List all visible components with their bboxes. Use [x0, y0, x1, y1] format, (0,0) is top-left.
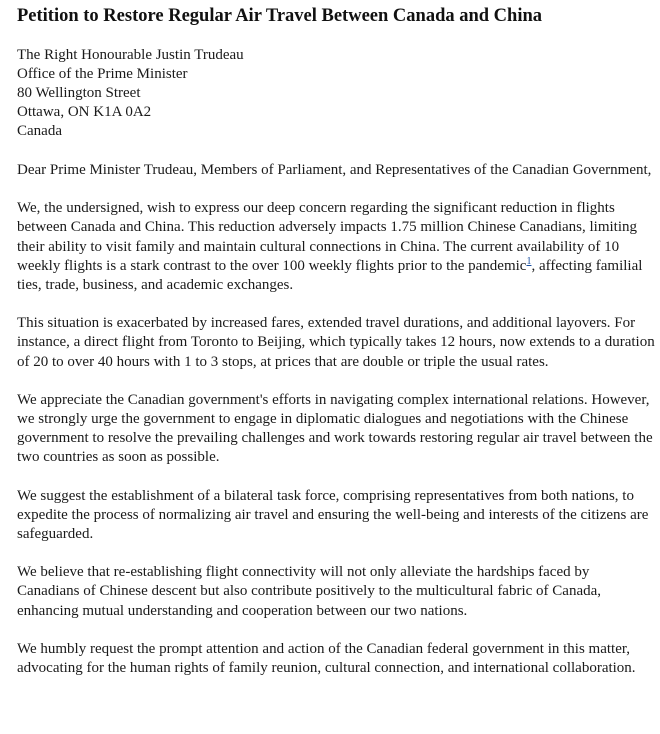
footnote-reference-link[interactable]: 1 — [526, 255, 532, 267]
paragraph-flight-reduction — [17, 199, 655, 295]
paragraph-text: We, the undersigned, wish to express our deep concern regarding the significant reduction in flights between Canada and China. This reduction adversely impacts 1.75 million Chinese Canadians, limiting their ability to visit family and maintain cultural connections in China. The current availability of 10 weekly flights is a stark contrast to the over 100 weekly flights prior to the pandemic — [17, 200, 638, 274]
paragraph-task-force: We suggest the establishment of a bilateral task force, comprising representatives from both nations, to expedite the process of normalizing air travel and ensuring the well-being and interests of the citizens are safeguarded. — [17, 487, 649, 543]
paragraph-travel-conditions: This situation is exacerbated by increased fares, extended travel durations, and additional layovers. For instance, a direct flight from Toronto to Beijing, which typically takes 12 hours, now extends to a duration of 20 to over 40 hours with 1 to 3 stops, at prices that are double or triple the usual rates. — [17, 315, 655, 370]
paragraph-diplomatic-request: We appreciate the Canadian government's efforts in navigating complex international relations. However, we strongly urge the government to engage in diplomatic dialogues and negotiations with the Chinese government to resolve the prevailing challenges and work towards restoring regular air travel between the two countries as soon as possible. — [17, 391, 653, 466]
address-line: The Right Honourable Justin Trudeau — [17, 47, 244, 63]
document-page — [17, 0, 655, 678]
paragraph-text: , affecting familial ties, trade, business, and academic exchanges. — [17, 257, 643, 294]
address-line: Ottawa, ON K1A 0A2 — [17, 104, 152, 120]
salutation: Dear Prime Minister Trudeau, Members of Parliament, and Representatives of the Canadian Government, — [17, 162, 652, 178]
address-line: 80 Wellington Street — [17, 85, 141, 101]
address-line: Office of the Prime Minister — [17, 66, 188, 82]
paragraph-closing-request: We humbly request the prompt attention and action of the Canadian federal government in this matter, advocating for the human rights of family reunion, cultural connection, and international collaboration. — [17, 640, 636, 677]
paragraph-connectivity-benefits: We believe that re-establishing flight connectivity will not only alleviate the hardships faced by Canadians of Chinese descent but also contribute positively to the multicultural fabric of Canada, enhancing mutual understanding and cooperation between our two nations. — [17, 564, 602, 619]
recipient-address — [17, 46, 655, 141]
document-title: Petition to Restore Regular Air Travel Between Canada and China — [17, 6, 543, 26]
address-line: Canada — [17, 123, 62, 139]
